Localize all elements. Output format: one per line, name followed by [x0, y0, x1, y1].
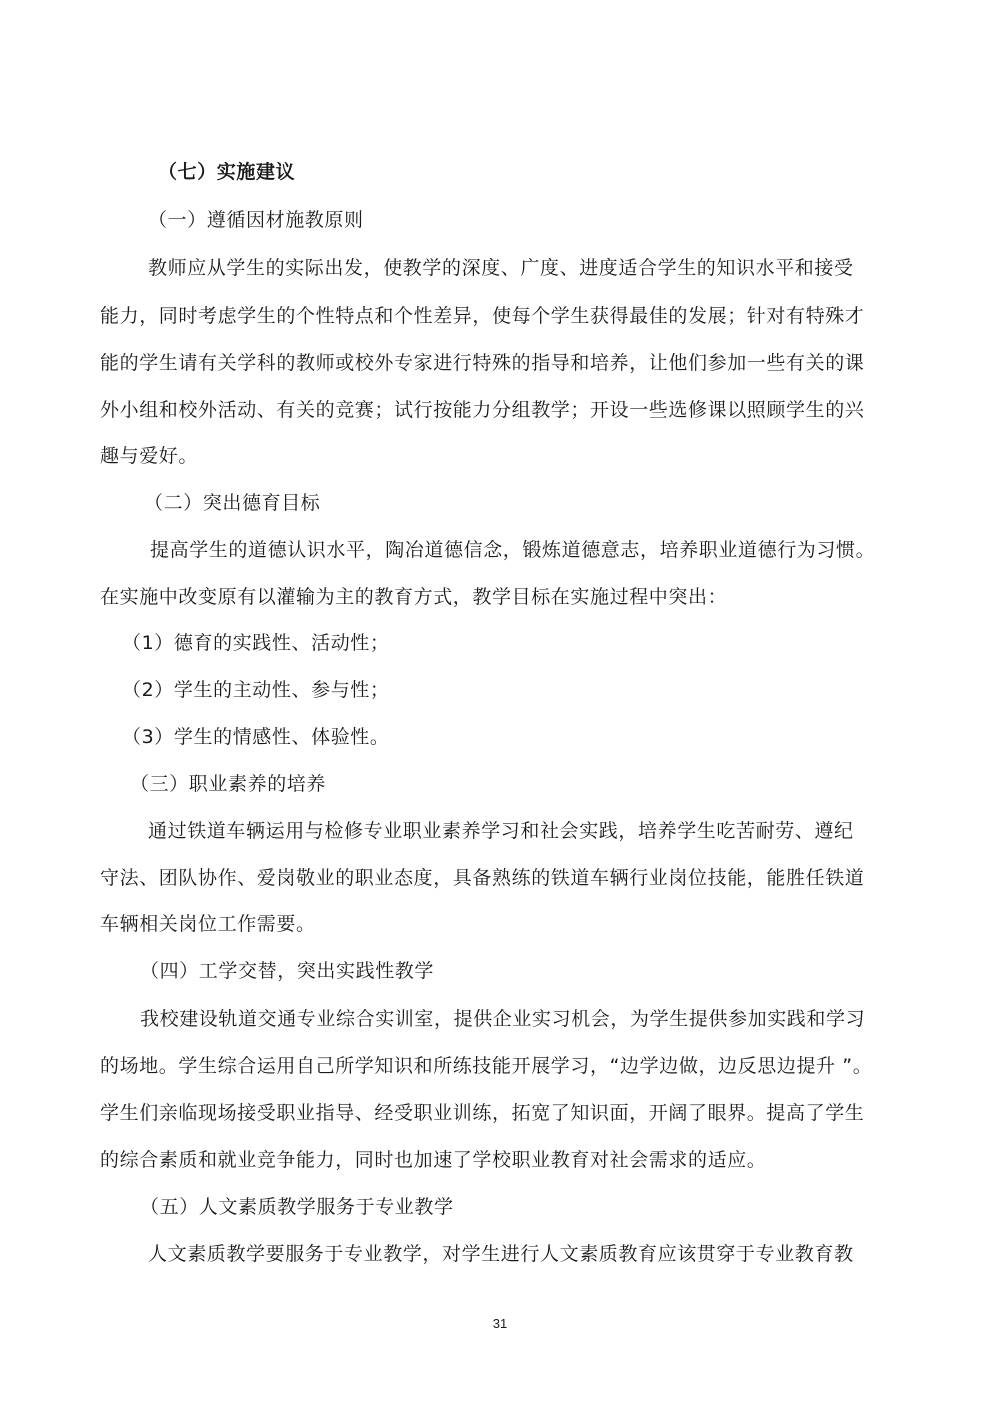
paragraph-line: 人文素质教学要服务于专业教学，对学生进行人文素质教育应该贯穿于专业教育教 — [148, 1243, 854, 1265]
paragraph-line: 车辆相关岗位工作需要。 — [100, 913, 316, 935]
paragraph-line: 在实施中改变原有以灌输为主的教育方式，教学目标在实施过程中突出： — [100, 586, 728, 608]
section-heading: （一）遵循因材施教原则 — [148, 209, 364, 231]
paragraph-line: 守法、团队协作、爱岗敬业的职业态度，具备熟练的铁道车辆行业岗位技能，能胜任铁道 — [100, 867, 865, 889]
list-item: （2）学生的主动性、参与性； — [122, 679, 390, 701]
section-heading: （五）人文素质教学服务于专业教学 — [140, 1196, 454, 1218]
paragraph-line: 学生们亲临现场接受职业指导、经受职业训练，拓宽了知识面，开阔了眼界。提高了学生 — [100, 1102, 865, 1124]
paragraph-line: 能的学生请有关学科的教师或校外专家进行特殊的指导和培养，让他们参加一些有关的课 — [100, 352, 865, 374]
list-item: （3）学生的情感性、体验性。 — [122, 726, 390, 748]
section-heading: （三）职业素养的培养 — [130, 773, 327, 795]
paragraph-line: 能力，同时考虑学生的个性特点和个性差异，使每个学生获得最佳的发展；针对有特殊才 — [100, 305, 865, 327]
list-item: （1）德育的实践性、活动性； — [122, 632, 390, 654]
section-title: （七）实施建议 — [158, 161, 296, 183]
paragraph-line: 的场地。学生综合运用自己所学知识和所练技能开展学习，“边学边做，边反思边提升 ”。 — [100, 1055, 873, 1077]
paragraph-line: 我校建设轨道交通专业综合实训室，提供企业实习机会，为学生提供参加实践和学习 — [140, 1008, 866, 1030]
paragraph-line: 的综合素质和就业竞争能力，同时也加速了学校职业教育对社会需求的适应。 — [100, 1149, 767, 1171]
paragraph-line: 提高学生的道德认识水平，陶冶道德信念，锻炼道德意志，培养职业道德行为习惯。 — [150, 539, 876, 561]
section-heading: （二）突出德育目标 — [144, 492, 321, 514]
paragraph-line: 通过铁道车辆运用与检修专业职业素养学习和社会实践，培养学生吃苦耐劳、遵纪 — [148, 820, 854, 842]
paragraph-line: 教师应从学生的实际出发，使教学的深度、广度、进度适合学生的知识水平和接受 — [148, 257, 854, 279]
section-heading: （四）工学交替，突出实践性教学 — [140, 960, 435, 982]
paragraph-line: 外小组和校外活动、有关的竞赛；试行按能力分组教学；开设一些选修课以照顾学生的兴 — [100, 399, 865, 421]
page-number: 31 — [492, 1316, 508, 1331]
paragraph-line: 趣与爱好。 — [100, 445, 199, 467]
